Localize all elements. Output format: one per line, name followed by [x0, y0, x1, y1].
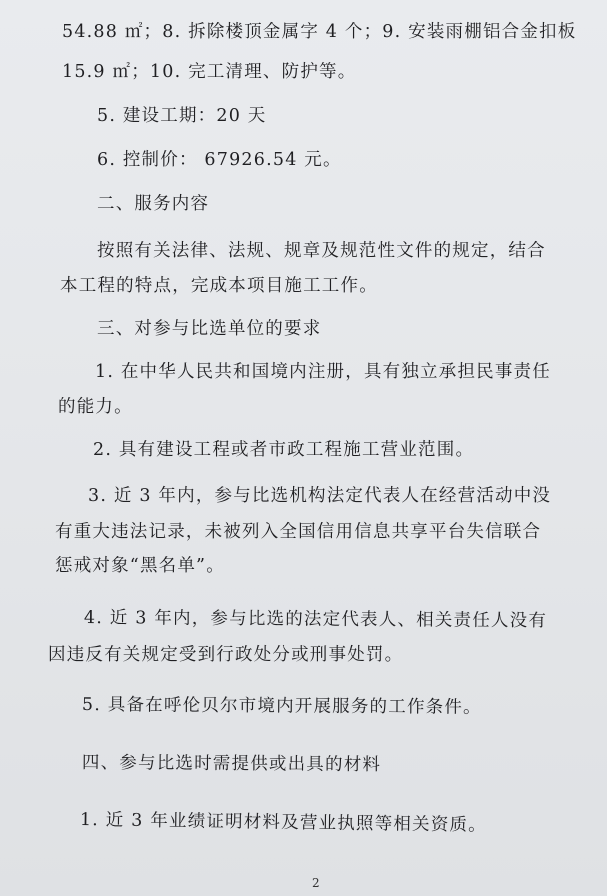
- text-line: 6. 控制价： 67926.54 元。: [97, 150, 342, 170]
- section-heading: 二、服务内容: [97, 194, 210, 214]
- text-line: 54.88 ㎡；8. 拆除楼顶金属字 4 个；9. 安装雨棚铝合金扣板: [62, 22, 577, 42]
- text-line: 按照有关法律、法规、规章及规范性文件的规定，结合: [97, 241, 546, 261]
- text-line: 因违反有关规定受到行政处分或刑事处罚。: [48, 645, 404, 665]
- text-line: 本工程的特点，完成本项目施工工作。: [60, 276, 378, 296]
- page-number: 2: [312, 876, 320, 890]
- text-line: 3. 近 3 年内，参与比选机构法定代表人在经营活动中没: [88, 486, 552, 506]
- text-line: 1. 近 3 年业绩证明材料及营业执照等相关资质。: [79, 810, 488, 836]
- text-line: 的能力。: [58, 397, 133, 417]
- text-line: 2. 具有建设工程或者市政工程施工营业范围。: [93, 440, 475, 460]
- text-line: 4. 近 3 年内，参与比选的法定代表人、相关责任人没有: [83, 608, 548, 632]
- text-line: 1. 在中华人民共和国境内注册，具有独立承担民事责任: [95, 362, 551, 382]
- text-line: 5. 建设工期：20 天: [97, 106, 267, 126]
- section-heading: 三、对参与比选单位的要求: [97, 319, 322, 339]
- text-line: 惩戒对象“黑名单”。: [55, 556, 225, 576]
- text-line: 5. 具备在呼伦贝尔市境内开展服务的工作条件。: [81, 695, 482, 718]
- section-heading: 四、参与比选时需提供或出具的材料: [81, 753, 382, 776]
- text-line: 15.9 ㎡；10. 完工清理、防护等。: [62, 62, 357, 82]
- text-line: 有重大违法记录，未被列入全国信用信息共享平台失信联合: [55, 522, 542, 542]
